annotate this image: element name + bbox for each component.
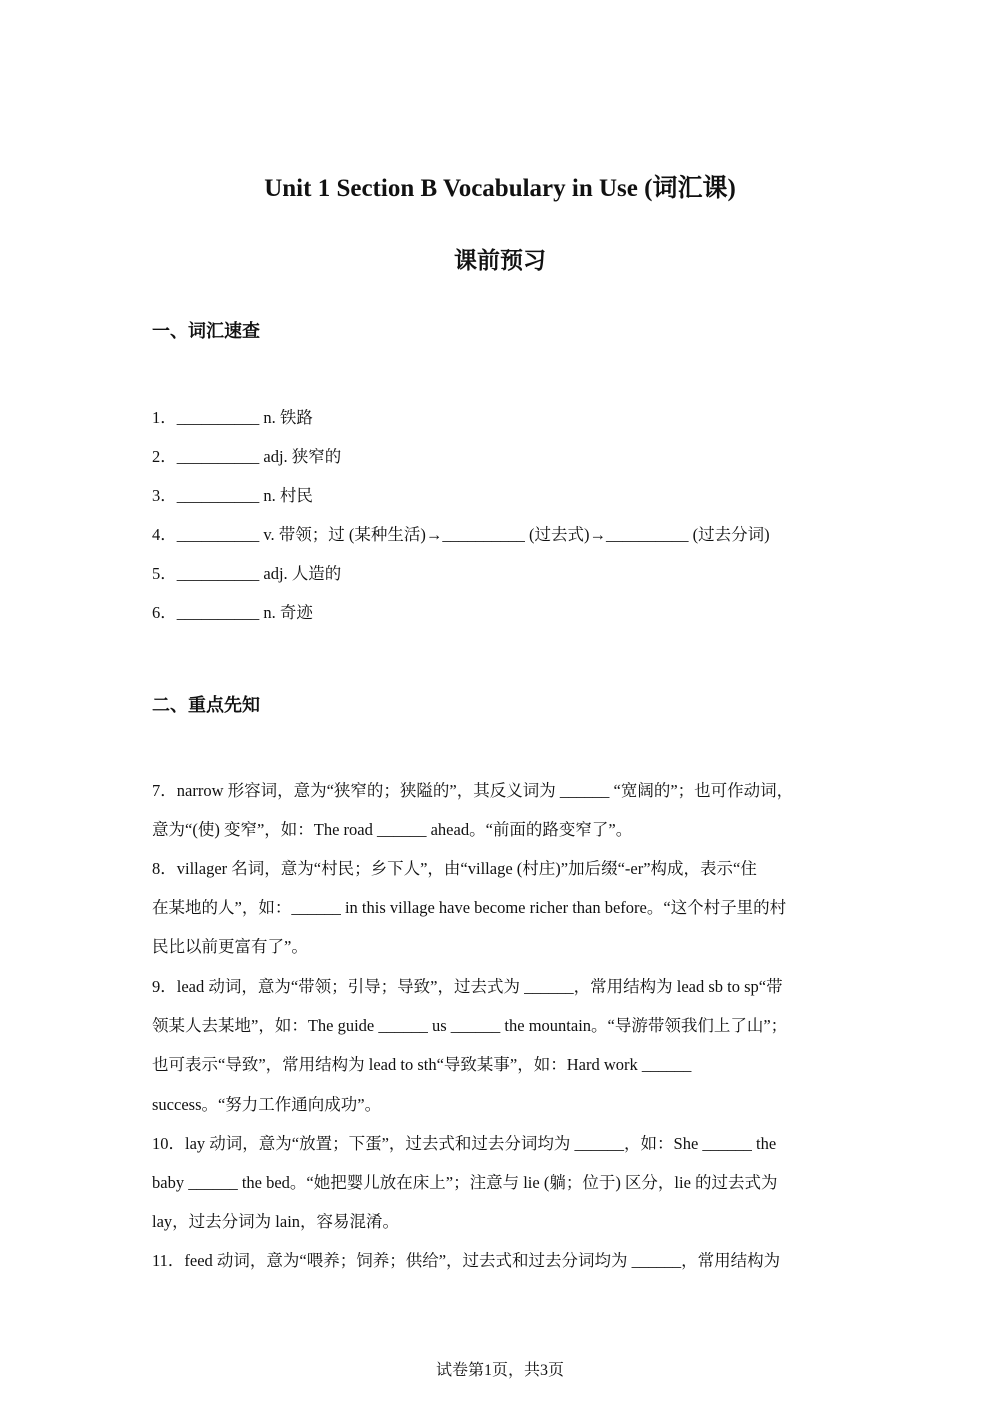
section-heading-vocabulary: 一、词汇速查 (152, 321, 260, 342)
vocab-item: 2．__________ adj. 狭窄的 (152, 447, 342, 466)
vocab-item: 3．__________ n. 村民 (152, 486, 313, 505)
document-title: Unit 1 Section B Vocabulary in Use (词汇课) (264, 175, 736, 202)
key-point-line: lay，过去分词为 lain，容易混淆。 (152, 1212, 400, 1231)
key-point-line: 8．villager 名词，意为“村民；乡下人”，由“village (村庄)”加后缀“-er”构成，表示“住 (152, 859, 757, 878)
key-point-line: 民比以前更富有了”。 (152, 937, 308, 956)
vocab-item: 6．__________ n. 奇迹 (152, 603, 313, 622)
key-point-line: 10．lay 动词，意为“放置；下蛋”，过去式和过去分词均为 ______，如：She ______ the (152, 1134, 777, 1153)
document-subtitle: 课前预习 (454, 248, 546, 274)
key-point-line: success。“努力工作通向成功”。 (152, 1095, 382, 1114)
key-point-line: 领某人去某地”，如：The guide ______ us ______ the mountain。“导游带领我们上了山”； (152, 1016, 788, 1035)
key-point-line: 7．narrow 形容词，意为“狭窄的；狭隘的”，其反义词为 ______ “宽阔的”；也可作动词， (152, 781, 794, 800)
section-heading-key-points: 二、重点先知 (152, 695, 260, 716)
key-point-line: 也可表示“导致”，常用结构为 lead to sth“导致某事”，如：Hard work ______ (152, 1055, 692, 1074)
page-footer: 试卷第1页，共3页 (435, 1362, 564, 1379)
vocab-item: 5．__________ adj. 人造的 (152, 564, 342, 583)
key-point-line: 意为“(使) 变窄”，如：The road ______ ahead。“前面的路变窄了”。 (152, 820, 633, 839)
key-point-line: 在某地的人”，如：______ in this village have become richer than before。“这个村子里的村 (152, 898, 787, 917)
key-point-line: baby ______ the bed。“她把婴儿放在床上”；注意与 lie (躺；位于) 区分，lie 的过去式为 (152, 1173, 778, 1192)
key-point-line: 9．lead 动词，意为“带领；引导；导致”，过去式为 ______，常用结构为 lead sb to sp“带 (152, 977, 783, 996)
vocab-item: 4．__________ v. 带领；过 (某种生活)→__________ (过去式)→__________ (过去分词) (152, 525, 770, 544)
key-point-line: 11．feed 动词，意为“喂养；饲养；供给”，过去式和过去分词均为 ______，常用结构为 (152, 1251, 781, 1270)
vocab-item: 1．__________ n. 铁路 (152, 408, 313, 427)
